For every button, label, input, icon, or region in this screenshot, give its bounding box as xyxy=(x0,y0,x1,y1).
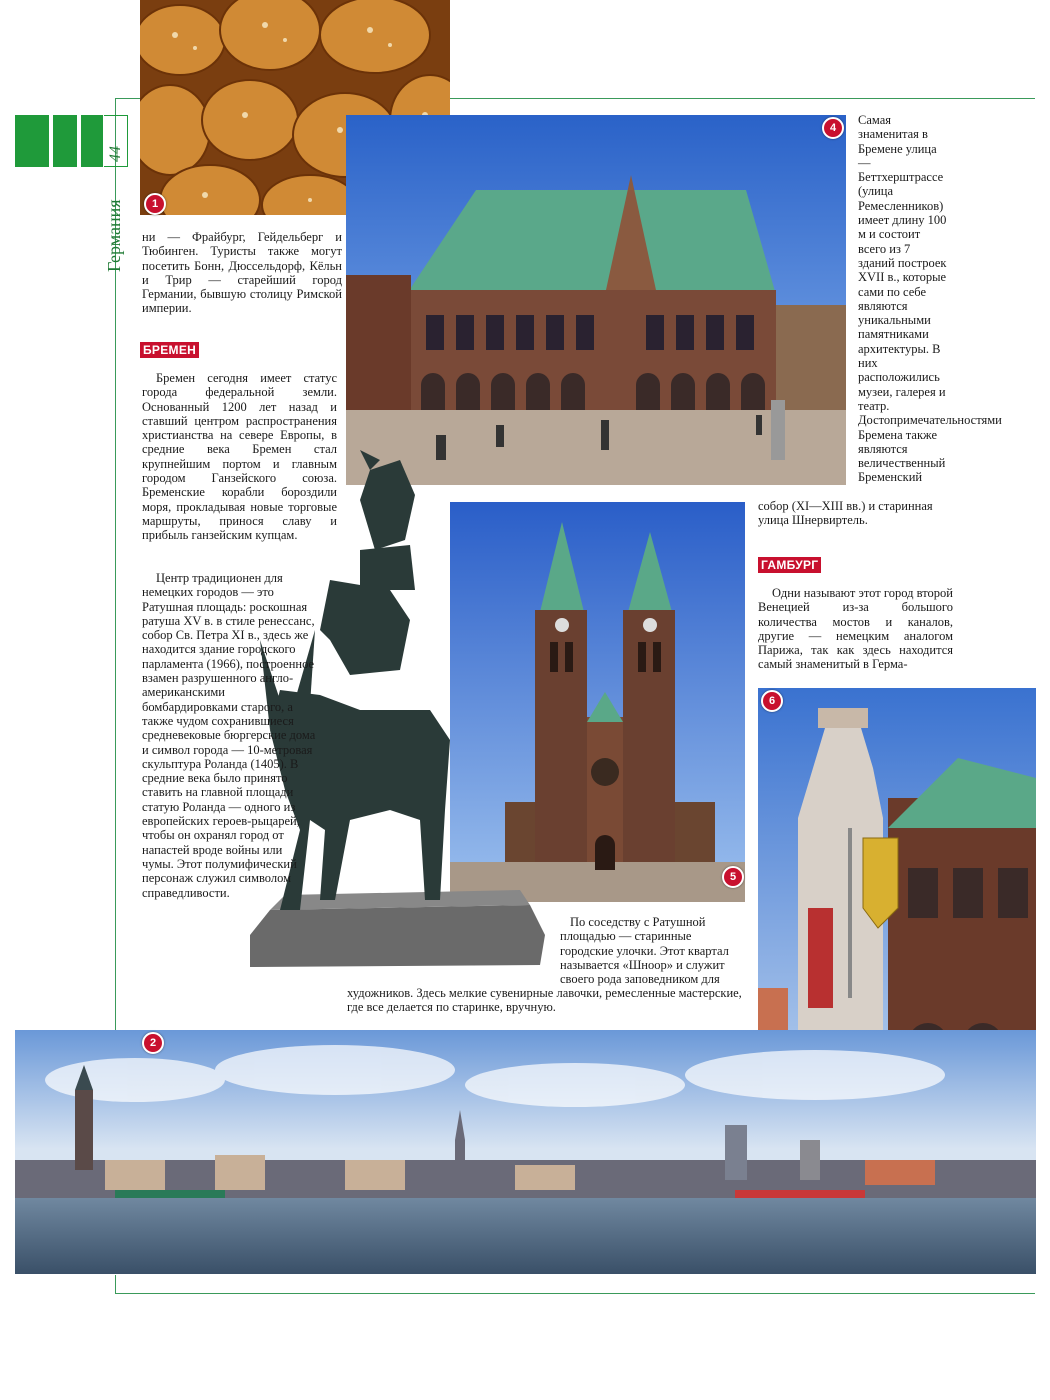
street-paragraph-tail: собор (XI—XIII вв.) и старинная улица Шнервиртель. xyxy=(758,499,933,528)
left-frame-line-lower xyxy=(115,1275,116,1294)
section-title: Германия xyxy=(104,199,124,272)
schnoor-caption: По соседству с Ратушной площадью — старинные городские улочки. Этот квартал называется «Шноор» и служит своего рода заповедником для xyxy=(560,915,729,987)
photo-number-1: 1 xyxy=(144,193,166,215)
photo-number-5: 5 xyxy=(722,866,744,888)
page-number: 44 xyxy=(107,146,124,162)
bremen-paragraph-2 xyxy=(142,571,317,900)
photo-number-2: 2 xyxy=(142,1032,164,1054)
green-tab-block-1 xyxy=(15,115,49,167)
bremen-paragraph-2-text: Центр традиционен для немецких городов — это Ратушная площадь: роскошная ратуша XV в. в стиле ренессанс, собор Св. Петра XI в., здесь же находится здание городского парламента (1966), построенное взамен разрушенного англо-американскими бомбардировками старого, а также чудом сохранившиеся средневековые бюргерские дома и символ города — 10-метровая скульптура Роланда (1405). В средние века было принято ставить на главной площади статую Роланда — одного из европейских героев-рыцарей, чтобы он охранял город от напастей вроде войны или чумы. Этот полумифический персонаж служил символом справедливости. xyxy=(142,571,316,900)
street-paragraph: Самая знаменитая в Бремене улица — Беттхерштрассе (улица Ремесленников) имеет длину 100 м и состоит всего из 7 зданий построек XVII в., которые сами по себе являются уникальными памятниками архитектуры. В них расположились музеи, галерея и театр. Достопримечательностями Бремена также являются величественный Бременский xyxy=(858,113,1002,485)
hamburg-panorama-illustration xyxy=(15,1030,1036,1274)
town-hall-illustration xyxy=(346,115,846,485)
intro-paragraph: ни — Фрайбург, Гейдельберг и Тюбинген. Туристы также могут посетить Бонн, Дюссельдорф, Кёльн и Трир — старейший город Германии, бывшую столицу Римской империи. xyxy=(142,230,342,316)
schnoor-caption-tail: художников. Здесь мелкие сувенирные лавочки, ремесленные мастерские, где все делается по старинке, вручную. xyxy=(347,986,742,1015)
photo-number-6: 6 xyxy=(761,690,783,712)
hamburg-heading: ГАМБУРГ xyxy=(758,557,821,573)
photo-bremen-town-hall xyxy=(346,115,846,485)
green-tab-block-2 xyxy=(53,115,77,167)
photo-hamburg-panorama xyxy=(15,1030,1036,1274)
bottom-frame-line xyxy=(115,1293,1035,1294)
hamburg-paragraph-1: Одни называют этот город второй Венецией из-за большого количества мостов и каналов, другие — немецким аналогом Парижа, так как здесь находится самый знаменитый в Герма- xyxy=(758,586,953,672)
bremen-heading: БРЕМЕН xyxy=(140,342,199,358)
photo-number-4: 4 xyxy=(822,117,844,139)
bremen-paragraph-1-text: Бремен сегодня имеет статус города федеральной земли. Основанный 1200 лет назад и ставший центром распространения христианства на севере Европы, в средние века Бремен стал крупнейшим портом и главным городом Ганзейского союза. Бременские корабли бороздили моря, прокладывая новые торговые маршруты, принося славу и прибыль ганзейским купцам. xyxy=(142,371,337,543)
green-tab-block-3 xyxy=(81,115,103,167)
